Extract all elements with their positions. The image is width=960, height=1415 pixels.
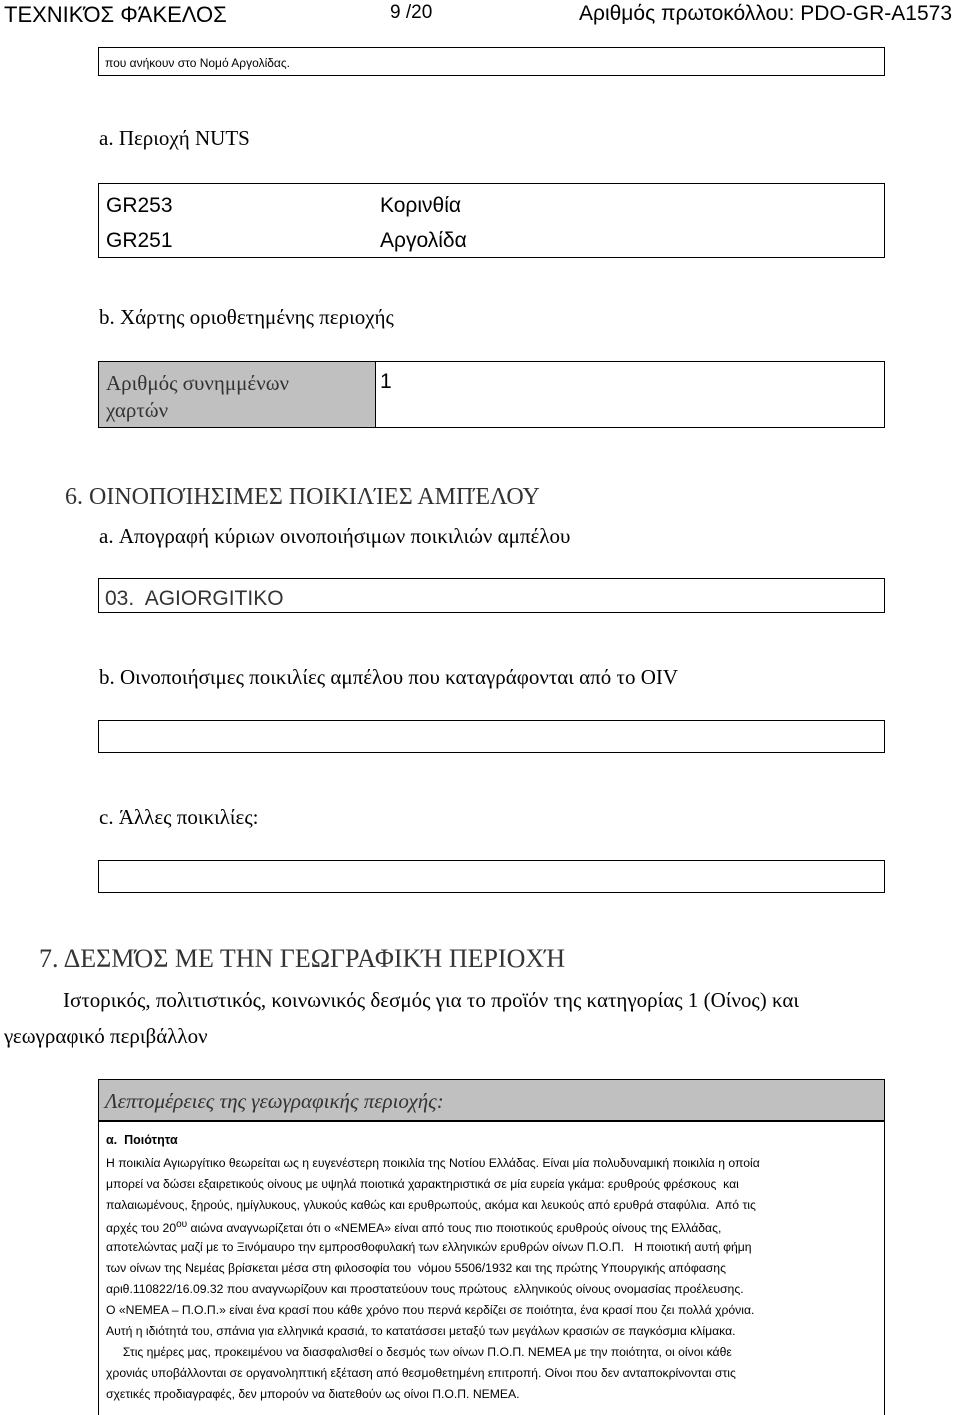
section7-title: 7. ΔΕΣΜΌΣ ΜΕ ΤΗΝ ΓΕΩΓΡΑΦΙΚΉ ΠΕΡΙΟΧΉ xyxy=(39,944,566,973)
map-value-cell xyxy=(375,361,885,428)
geo-details-label: Λεπτομέρειες της γεωγραφικής περιοχής: xyxy=(105,1089,444,1113)
section6-c-heading: c. Άλλες ποικιλίες: xyxy=(99,805,259,829)
quality-line-6: των οίνων της Νεμέας βρίσκεται μέσα στη φιλοσοφία του νόμου 5506/1932 και της πρώτης Υπουργικής απόφασης xyxy=(106,1261,726,1275)
map-label-line2: χαρτών xyxy=(106,398,169,422)
quality-line-3: παλαιωμένους, ξηρούς, ημίγλυκους, γλυκούς καθώς και ερυθρωπούς, ακόμα και λευκούς από ερυθρά σταφύλια. Από τις xyxy=(106,1198,756,1212)
quality-line-8: Ο «ΝΕΜΕΑ – Π.Ο.Π.» είναι ένα κρασί που κάθε χρόνο που περνά κερδίζει σε ποιότητα, ένα κρασί που ζει πολλά χρόνια. xyxy=(106,1303,755,1317)
main-variety-box xyxy=(98,578,885,613)
intro-text: που ανήκουν στο Νομό Αργολίδας. xyxy=(105,56,290,70)
section7-subtitle-line1: Ιστορικός, πολιτιστικός, κοινωνικός δεσμός για το προϊόν της κατηγορίας 1 (Οίνος) και xyxy=(63,988,800,1012)
quality-line-4 xyxy=(106,1219,721,1235)
section7-subtitle-line2: γεωγραφικό περιβάλλον xyxy=(4,1024,208,1048)
section6-b-heading: b. Οινοποιήσιμες ποικιλίες αμπέλου που καταγράφονται από το OIV xyxy=(99,665,679,689)
quality-heading: α. Ποιότητα xyxy=(106,1133,178,1147)
nuts-heading: a. Περιοχή NUTS xyxy=(99,126,250,150)
geo-details-label-box xyxy=(98,1079,885,1121)
quality-line-11: χρονιάς υποβάλλονται σε οργανοληπτική εξέταση από θεσμοθετημένη επιτροπή. Οίνοι που δεν ανταποκρίνονται στις xyxy=(106,1366,736,1380)
quality-line-10: Στις ημέρες μας, προκειμένου να διασφαλισθεί ο δεσμός των οίνων Π.Ο.Π. ΝΕΜΕΑ με την ποιότητα, οι οίνοι κάθε xyxy=(106,1345,732,1359)
section6-title: 6. ΟΙΝΟΠΟΊΗΣΙΜΕΣ ΠΟΙΚΙΛΊΕΣ ΑΜΠΈΛΟΥ xyxy=(65,484,540,510)
quality-line-4-sup: ου xyxy=(176,1219,188,1230)
quality-line-2: μπορεί να δώσει εξαιρετικούς οίνους με υψηλά ποιοτικά χαρακτηριστικά σε μία ευρεία γκάμα: ερυθρούς φρέσκους και xyxy=(106,1177,739,1191)
quality-line-9: Αυτή η ιδιότητά του, σπάνια για ελληνικά κρασιά, το κατατάσσει μεταξύ των μεγάλων κρασιών σε παγκόσμια κλίμακα. xyxy=(106,1324,736,1338)
map-label-cell xyxy=(98,361,376,428)
quality-line-7: αριθ.110822/16.09.32 που αναγνωρίζουν και προστατεύουν τους πρώτους ελληνικούς οίνους ονομασίας προέλευσης. xyxy=(106,1282,744,1296)
nuts-name-2: Αργολίδα xyxy=(380,229,467,252)
protocol-number: Αριθμός πρωτοκόλλου: PDO-GR-A1573 xyxy=(579,2,952,25)
map-label-line1: Αριθμός συνημμένων xyxy=(106,371,290,395)
map-value: 1 xyxy=(380,370,392,393)
main-variety-value: 03. AGIORGITIKO xyxy=(105,587,284,610)
quality-line-12: σχετικές προδιαγραφές, δεν μπορούν να διατεθούν ως οίνοι Π.Ο.Π. ΝΕΜΕΑ. xyxy=(106,1387,520,1401)
intro-box xyxy=(98,47,885,76)
quality-line-1: Η ποικιλία Αγιωργίτικο θεωρείται ως η ευγενέστερη ποικιλία της Νοτίου Ελλάδας. Είναι μία πολυδυναμική ποικιλία η οποία xyxy=(106,1156,760,1170)
quality-box xyxy=(98,1121,885,1415)
oiv-varieties-box xyxy=(98,720,885,753)
quality-line-4-pre: αρχές του 20 xyxy=(106,1221,177,1236)
map-heading: b. Χάρτης οριοθετημένης περιοχής xyxy=(99,305,394,329)
nuts-code-2: GR251 xyxy=(106,229,173,252)
page-number: 9 /20 xyxy=(390,2,433,23)
nuts-name-1: Κορινθία xyxy=(380,194,462,217)
quality-line-5: αποτελώντας μαζί με το Ξινόμαυρο την εμπροσθοφυλακή των ελληνικών ερυθρών οίνων Π.Ο.Π. Η ποιοτική αυτή φήμη xyxy=(106,1240,752,1254)
doc-title: ΤΕΧΝΙΚΌΣ ΦΆΚΕΛΟΣ xyxy=(4,2,227,27)
nuts-code-1: GR253 xyxy=(106,194,173,217)
quality-line-4-post: αιώνα αναγνωρίζεται ότι ο «ΝΕΜΕΑ» είναι από τους πιο ποιοτικούς ερυθρούς οίνους της Ελλάδας, xyxy=(187,1221,722,1236)
section6-a-heading: a. Απογραφή κύριων οινοποιήσιμων ποικιλιών αμπέλου xyxy=(99,524,571,548)
nuts-table xyxy=(98,183,885,258)
other-varieties-box xyxy=(98,860,885,893)
